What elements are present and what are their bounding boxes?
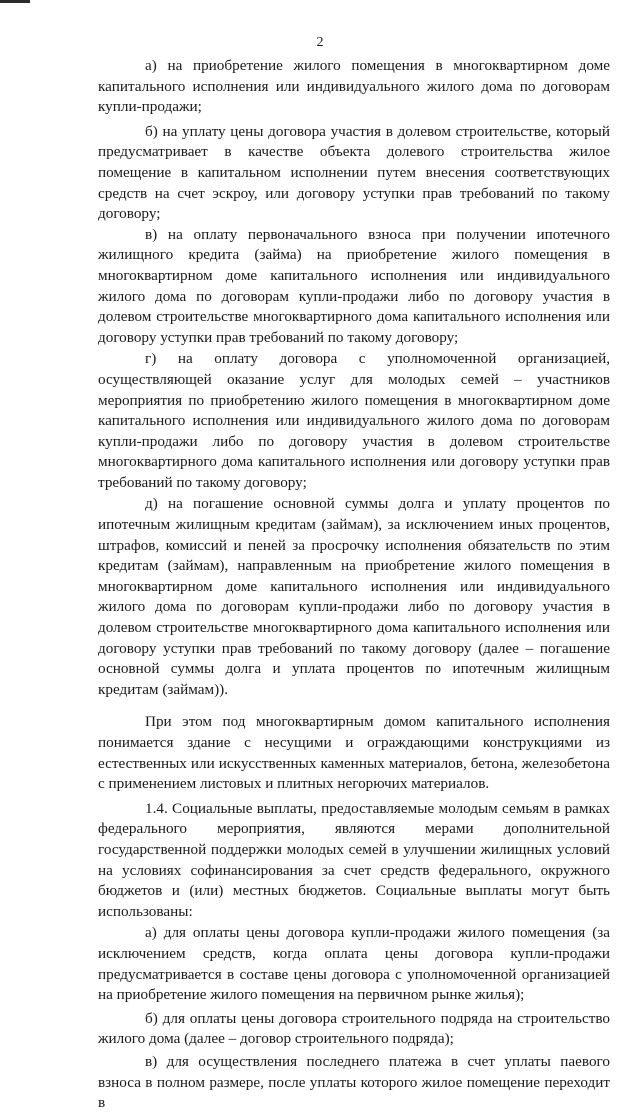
paragraph-social-item-a: а) для оплаты цены договора купли-продажи жилого помещения (за исключением средств, когда оплата цены договора купли-продажи предусматривается в составе цены договора с уполномоченной организацией на приобретение жилого помещения на первичном рынке жилья);: [98, 924, 610, 1004]
document-body: [0, 56, 640, 1114]
scan-corner-mark: [0, 0, 30, 3]
page-number: 2: [316, 35, 324, 50]
paragraph-social-item-b: б) для оплаты цены договора строительного подряда на строительство жилого дома (далее – договор строительного подряда);: [98, 1009, 610, 1048]
paragraph-item-g-authorized-organization: г) на оплату договора с уполномоченной организацией, осуществляющей оказание услуг для молодых семей – участников мероприятия по приобретению жилого помещения в многоквартирном доме капитального исполнения или индивидуального жилого дома по договорам купли-продажи либо по договору участия в долевом строительстве многоквартирного дома капитального исполнения или договору уступки прав требований по такому договору;: [98, 350, 610, 491]
paragraph-item-a-purchase: а) на приобретение жилого помещения в многоквартирном доме капитального исполнения или индивидуального жилого дома по договорам купли-продажи;: [98, 57, 610, 116]
paragraph-definition-note: При этом под многоквартирным домом капитального исполнения понимается здание с несущими и ограждающими конструкциями из естественных или искусственных каменных материалов, бетона, железобетона с применением листовых и плитных негорючих материалов.: [98, 713, 610, 793]
paragraph-item-d-mortgage-repayment: д) на погашение основной суммы долга и уплату процентов по ипотечным жилищным кредитам (займам), за исключением иных процентов, штрафов, комиссий и пеней за просрочку исполнения обязательств по этим кредитам (займам), направленным на приобретение жилого помещения в многоквартирном доме капитального исполнения или индивидуального жилого дома по договорам купли-продажи либо по договору участия в долевом строительстве многоквартирного дома капитального исполнения или договору уступки прав требований по такому договору (далее – погашение основной суммы долга и уплата процентов по ипотечным жилищным кредитам (займам)).: [98, 495, 610, 698]
paragraph-social-item-v: в) для осуществления последнего платежа в счет уплаты паевого взноса в полном размере, после уплаты которого жилое помещение переходит в: [98, 1052, 610, 1112]
paragraph-item-v-down-payment: в) на оплату первоначального взноса при получении ипотечного жилищного кредита (займа) на приобретение жилого помещения в многоквартирном доме капитального исполнения или индивидуального жилого дома по договорам купли-продажи либо по договору участия в долевом строительстве многоквартирного дома капитального исполнения или договору уступки прав требований по такому договору;: [98, 225, 610, 346]
paragraph-item-b-shared-construction: б) на уплату цены договора участия в долевом строительстве, который предусматривает в качестве объекта долевого строительства жилое помещение в капитальном исполнении путем внесения соответствующих средств на счет эскроу, или договору уступки прав требований по такому договору;: [98, 122, 610, 223]
paragraph-section-1-4: 1.4. Социальные выплаты, предоставляемые молодым семьям в рамках федерального мероприятия, являются мерами дополнительной государственной поддержки молодых семей в улучшении жилищных условий на условиях софинансирования за счет средств федерального, окружного бюджетов и (или) местных бюджетов. Социальные выплаты могут быть использованы:: [98, 799, 610, 920]
